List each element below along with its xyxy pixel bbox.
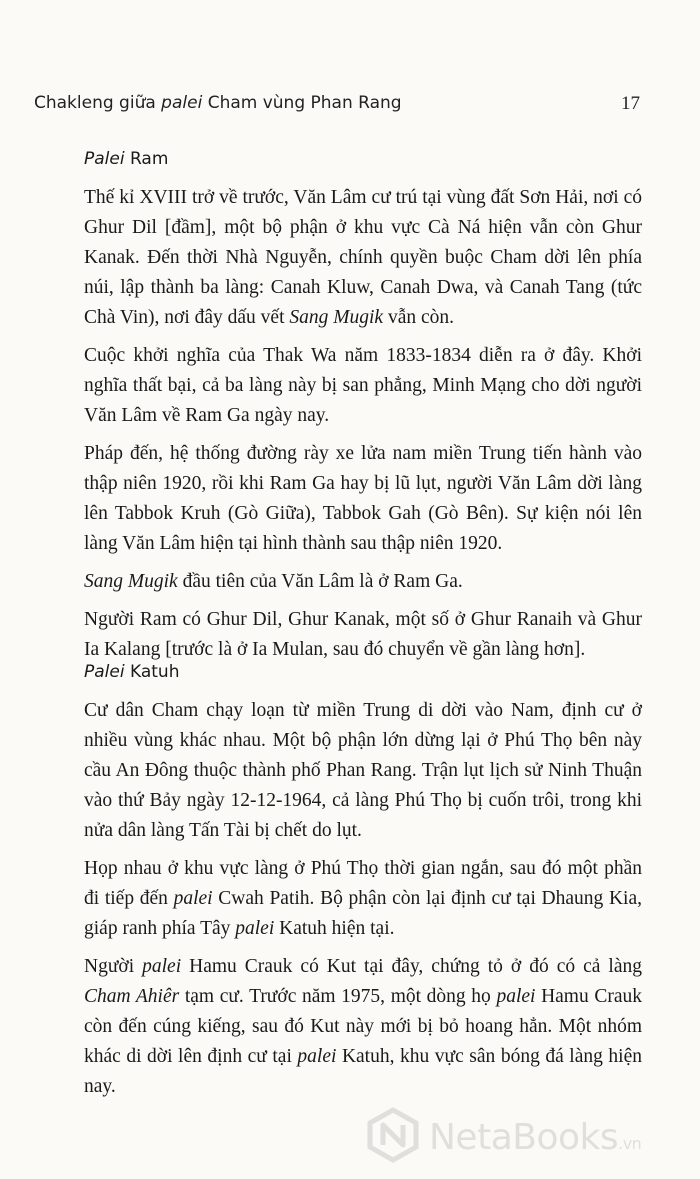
running-title-part: Cham vùng Phan Rang xyxy=(202,93,402,113)
section-heading xyxy=(84,147,642,171)
heading-italic: Palei xyxy=(84,149,125,169)
paragraph: Họp nhau ở khu vực làng ở Phú Thọ thời gian ngắn, sau đó một phần đi tiếp đến palei Cwah Patih. Bộ phận còn lại định cư tại Dhaung Kia, giáp ranh phía Tây palei Katuh hiện tại. xyxy=(84,858,642,939)
watermark-text xyxy=(429,1117,641,1158)
paragraph: Sang Mugik đầu tiên của Văn Lâm là ở Ram Ga. xyxy=(84,571,463,592)
paragraph: Pháp đến, hệ thống đường rày xe lửa nam miền Trung tiến hành vào thập niên 1920, rồi khi Ram Ga hay bị lũ lụt, người Văn Lâm dời làng lên Tabbok Kruh (Gò Giữa), Tabbok Gah (Gò Bên). Sự kiện nói lên làng Văn Lâm hiện tại hình thành sau thập niên 1920. xyxy=(84,443,642,554)
heading-italic: Palei xyxy=(84,662,125,682)
paragraph: Thế kỉ XVIII trở về trước, Văn Lâm cư trú tại vùng đất Sơn Hải, nơi có Ghur Dil [đầm], một bộ phận ở khu vực Cà Ná hiện vẫn còn Ghur Kanak. Đến thời Nhà Nguyễn, chính quyền buộc Cham dời lên phía núi, lập thành ba làng: Canah Kluw, Canah Dwa, và Canah Tang (tức Chà Vin), nơi đây dấu vết Sang Mugik vẫn còn. xyxy=(84,187,642,328)
heading-rest: Katuh xyxy=(124,662,180,682)
running-header xyxy=(34,93,640,119)
watermark-brand: NetaBooks xyxy=(429,1117,619,1158)
paragraph: Người Ram có Ghur Dil, Ghur Kanak, một số ở Ghur Ranaih và Ghur Ia Kalang [trước là ở Ia Mulan, sau đó chuyển về gần làng hơn]. xyxy=(84,609,642,660)
paragraph: Người palei Hamu Crauk có Kut tại đây, chứng tỏ ở đó có cả làng Cham Ahiêr tạm cư. Trước năm 1975, một dòng họ palei Hamu Crauk còn đến cúng kiếng, sau đó Kut này mới bị bỏ hoang hẳn. Một nhóm khác di dời lên định cư tại palei Katuh, khu vực sân bóng đá làng hiện nay. xyxy=(84,956,643,1097)
running-title xyxy=(34,93,402,113)
section-palei-katuh xyxy=(84,660,642,1102)
paragraph: Cuộc khởi nghĩa của Thak Wa năm 1833-1834 diễn ra ở đây. Khởi nghĩa thất bại, cả ba làng này bị san phẳng, Minh Mạng cho dời người Văn Lâm về Ram Ga ngày nay. xyxy=(84,345,642,426)
watermark-suffix: .vn xyxy=(618,1134,642,1153)
page-number: 17 xyxy=(621,93,640,114)
running-title-part: Chakleng giữa xyxy=(34,93,162,113)
section-heading xyxy=(84,660,642,684)
netabooks-logo-icon xyxy=(365,1107,421,1163)
watermark xyxy=(365,1107,695,1163)
running-title-italic: palei xyxy=(161,93,203,113)
heading-rest: Ram xyxy=(124,149,169,169)
section-palei-ram xyxy=(84,147,642,665)
paragraph: Cư dân Cham chạy loạn từ miền Trung di dời vào Nam, định cư ở nhiều vùng khác nhau. Một bộ phận lớn dừng lại ở Phú Thọ bên này cầu An Đông thuộc thành phố Phan Rang. Trận lụt lịch sử Ninh Thuận vào thứ Bảy ngày 12-12-1964, cả làng Phú Thọ bị cuốn trôi, trong khi nửa dân làng Tấn Tài bị chết do lụt. xyxy=(84,700,642,841)
